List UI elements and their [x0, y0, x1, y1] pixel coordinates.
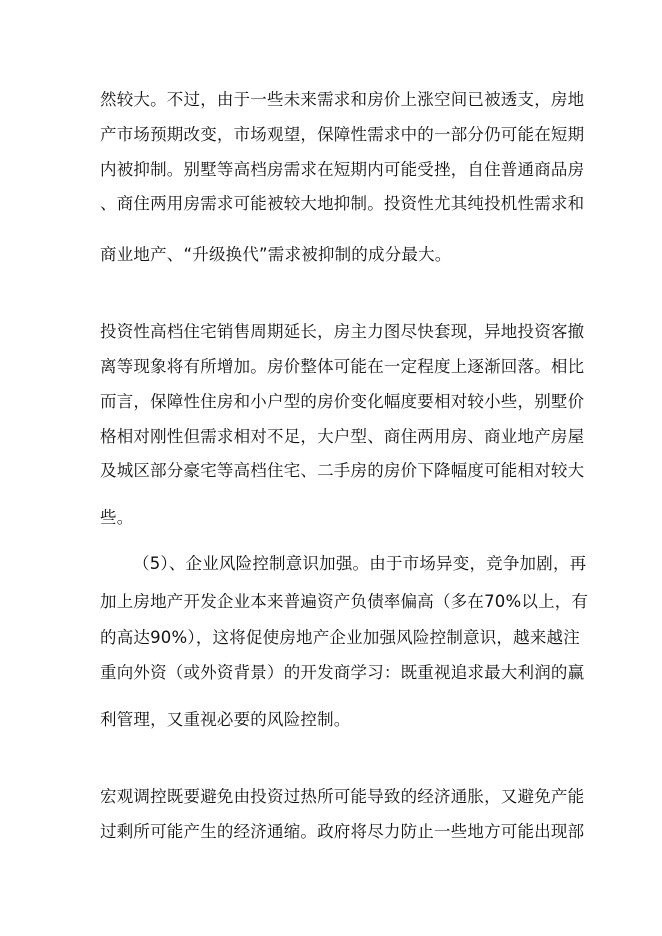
text-line: 产市场预期改变，市场观望，保障性需求中的一部分仍可能在短期: [100, 125, 585, 144]
text-line: 些。: [100, 508, 134, 527]
text-line: 加上房地产开发企业本来普遍资产负债率偏高（多在70%以上，有: [100, 592, 589, 611]
text-line: 格相对刚性但需求相对不足，大户型、商住两用房、商业地产房屋: [100, 427, 585, 446]
text-line: 、商住两用房需求可能被较大地抑制。投资性尤其纯投机性需求和: [100, 194, 585, 213]
text-line: 重向外资（或外资背景）的开发商学习：既重视追求最大利润的赢: [100, 663, 585, 682]
text-line: 过剩所可能产生的经济通缩。政府将尽力防止一些地方可能出现部: [100, 822, 585, 841]
text-line: 利管理，又重视必要的风险控制。: [100, 710, 351, 729]
text-line: 离等现象将有所增加。房价整体可能在一定程度上逐渐回落。相比: [100, 357, 585, 376]
text-line: 投资性高档住宅销售周期延长，房主力图尽快套现，异地投资客撤: [100, 322, 585, 341]
text-line: 然较大。不过，由于一些未来需求和房价上涨空间已被透支，房地: [100, 90, 585, 109]
text-line: 商业地产、“升级换代”需求被抑制的成分最大。: [100, 245, 452, 264]
text-line: 而言，保障性住房和小户型的房价变化幅度要相对较小些，别墅价: [100, 392, 585, 411]
text-line: 的高达90%），这将促使房地产企业加强风险控制意识，越来越注: [100, 628, 580, 647]
text-line: 宏观调控既要避免由投资过热所可能导致的经济通胀，又避免产能: [100, 787, 585, 806]
text-line: 内被抑制。别墅等高档房需求在短期内可能受挫，自住普通商品房: [100, 160, 585, 179]
text-line: 及城区部分豪宅等高档住宅、二手房的房价下降幅度可能相对较大: [100, 461, 585, 480]
text-line: （5）、企业风险控制意识加强。由于市场异变，竞争加剧，再: [133, 554, 587, 573]
